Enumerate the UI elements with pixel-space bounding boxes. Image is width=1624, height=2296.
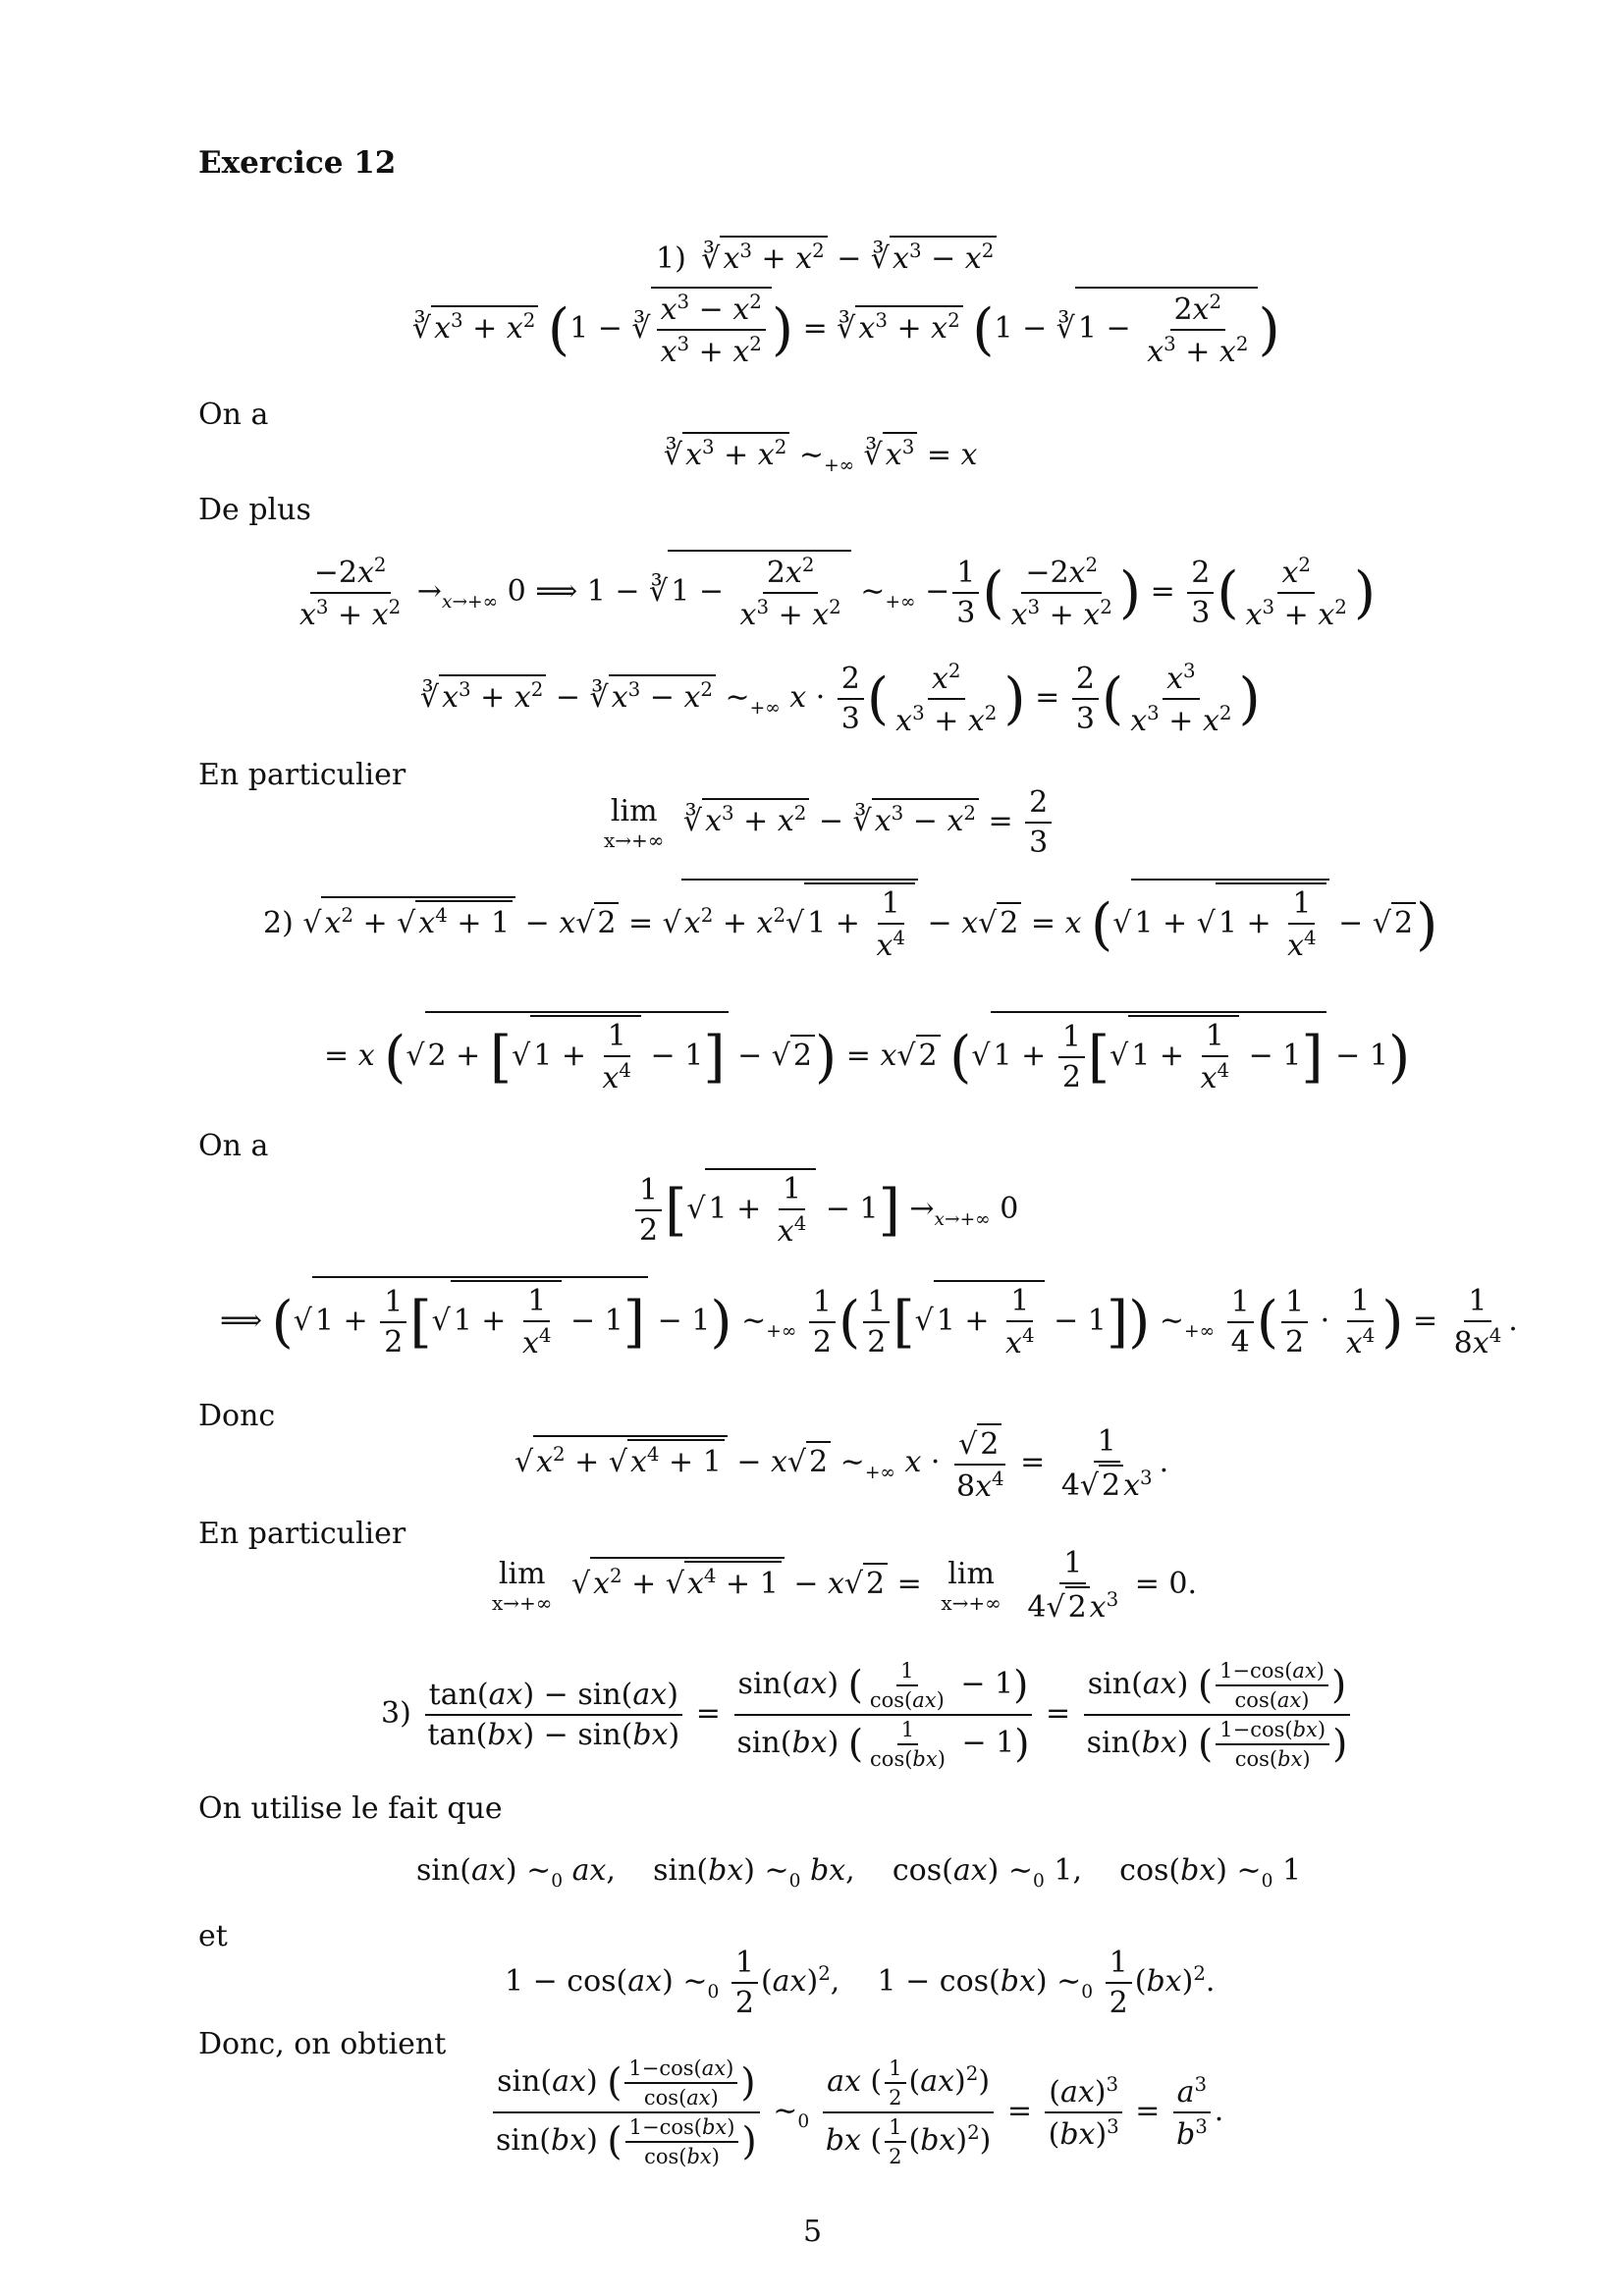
part1-limit-sub: x→+∞ [604, 828, 665, 852]
part1-limit: lim x→+∞ ∛ $x^3 + x^2$ − ∛ $x^3 - x^2$ = $\frac{2}{3}$ [601, 785, 1055, 860]
part2-implies: ⟹ (√ 1 + $\frac{1}{2}$ [√ 1 + $\frac{1}{x^4}$ − 1] − 1) $\sim_{+\infty}$ $\frac{1}{2}$ ( $\frac{1}{2}$ [√ 1 + $\frac{1}{x^4}$ − 1]) $\sim_{+\infty}$ $\frac{1}{4}$ ( $\frac{1}{2}$ · $\frac{1}{x^4}$ ) = $\frac{1}{8x^4}$ . [220, 1276, 1518, 1361]
on-utilise-label: On utilise le fait que [198, 1791, 503, 1826]
part2-label: 2) [263, 906, 294, 940]
part1-label: 1) [656, 241, 686, 276]
donc-obtient-label: Donc, on obtient [198, 2027, 447, 2061]
part3-facts-1: sin(ax) $\sim_0$ ax, sin(bx) $\sim_0$ bx, cos(ax) $\sim_0$ 1, cos(bx) $\sim_0$ 1 [416, 1853, 1302, 1892]
part3-ratio: 3) $\frac{\tan(ax) - \sin(ax)}{\tan(bx) - \sin(bx)}$ = sin(ax) ( $\frac{1}{\cos(ax)}$ − 1) sin(bx) ( $\frac{1}{\cos(bx)}$ − 1) = sin(ax) ( $\frac{1-\cos(ax)}{\cos(ax)}$ ) sin(bx) ( $\frac{1-\cos(bx)}{\cos(bx)}$ ) [381, 1659, 1354, 1771]
en-particulier-label-2: En particulier [198, 1517, 406, 1551]
part2-limit-sub: x→+∞ [492, 1590, 553, 1615]
on-a-label-2: On a [198, 1129, 269, 1163]
part1-factor-equation: ∛ $x^3 + x^2$ (1 − ∛ $\frac{x^3 - x^2}{x^3 + x^2}$ ) = ∛ $x^3 + x^2$ (1 − ∛ 1 − $\frac{2x^2}{x^3 + x^2}$ ) [412, 287, 1280, 369]
part2-equivalence: √ $x^2$ + √ $x^4 + 1 - x√$ 2 $\sim_{+\infty}$ x · $\frac{√ 2}{8x^4}$ = $\frac{1}{4√ 2 x^3}$ . [514, 1424, 1169, 1504]
part2-tends: $\frac{1}{2}$ [√ 1 + $\frac{1}{x^4}$ − $1] \to_{x\to+\infty}$ 0 [632, 1168, 1018, 1249]
part1-header: 1) ∛ $x^3 + x^2$ − ∛ $x^3 - x^2$ [656, 236, 997, 276]
part1-equivalence-2: $\frac{-2x^2}{x^3 + x^2}$ $\to_{x\to+\infty}$ 0 ⟹ 1 − ∛ 1 − $\frac{2x^2}{x^3 + x^2}$ $\sim_{+\infty}$ − $\frac{1}{3}$ ( $\frac{-2x^2}{x^3 + x^2}$ ) = $\frac{2}{3}$ ( $\frac{x^2}{x^3 + x^2}$ ) [293, 550, 1376, 632]
part3-label: 3) [381, 1696, 411, 1731]
part1-equivalence-3: ∛ $x^3 + x^2$ − ∛ $x^3 - x^2$ $\sim_{+\infty}$ x · $\frac{2}{3}$ ( $\frac{x^2}{x^3 + x^2}$ ) = $\frac{2}{3}$ ( $\frac{x^3}{x^3 + x^2}$ ) [420, 660, 1261, 738]
on-a-label-1: On a [198, 398, 269, 432]
page-number: 5 [803, 2215, 823, 2249]
part3-result: sin(ax) ( $\frac{1-\cos(ax)}{\cos(ax)}$ ) sin(bx) ( $\frac{1-\cos(bx)}{\cos(bx)}$ ) $\sim_0$ ax ( $\frac{1}{2}$ (ax)$^2$) bx ( $\frac{1}{2}$ (bx)$^2$) = $\frac{(ax)^3}{(bx)^3}$ = $\frac{a^3}{b^3}$ . [489, 2056, 1223, 2168]
part3-facts-2: 1 − cos(ax) $\sim_0$ $\frac{1}{2}$ (ax)$^2$, 1 − cos(bx) $\sim_0$ $\frac{1}{2}$ (bx)$^2$. [505, 1946, 1216, 2020]
part2-line-1: 2) √ $x^2$ + √ $x^4 + 1 - x√$ 2 = √ $x^2 + x^2√$ 1 + $\frac{1}{x^4}$ − x√ 2 = x (√ 1 + √ 1 + $\frac{1}{x^4}$ − √ 2) [263, 879, 1437, 963]
exercise-title: Exercice 12 [198, 145, 397, 181]
de-plus-label: De plus [198, 493, 311, 527]
donc-label: Donc [198, 1399, 276, 1433]
et-label: et [198, 1919, 228, 1953]
part2-line-2: = x (√ 2 + [√ 1 + $\frac{1}{x^4}$ − 1] − √ 2) = x√ 2 (√ 1 + $\frac{1}{2}$ [√ 1 + $\frac{1}{x^4}$ − 1] − 1) [324, 1011, 1410, 1095]
en-particulier-label-1: En particulier [198, 758, 406, 792]
part2-limit: lim x→+∞ √ $x^2$ + √ $x^4 + 1 - x√$ 2 = lim x→+∞ $\frac{1}{4√ 2 x^3}$ = 0. [492, 1546, 1198, 1625]
part1-equivalence-1: ∛ $x^3 + x^2$ $\sim_{+\infty}$ ∛ $x^3 = x$ [664, 432, 977, 476]
